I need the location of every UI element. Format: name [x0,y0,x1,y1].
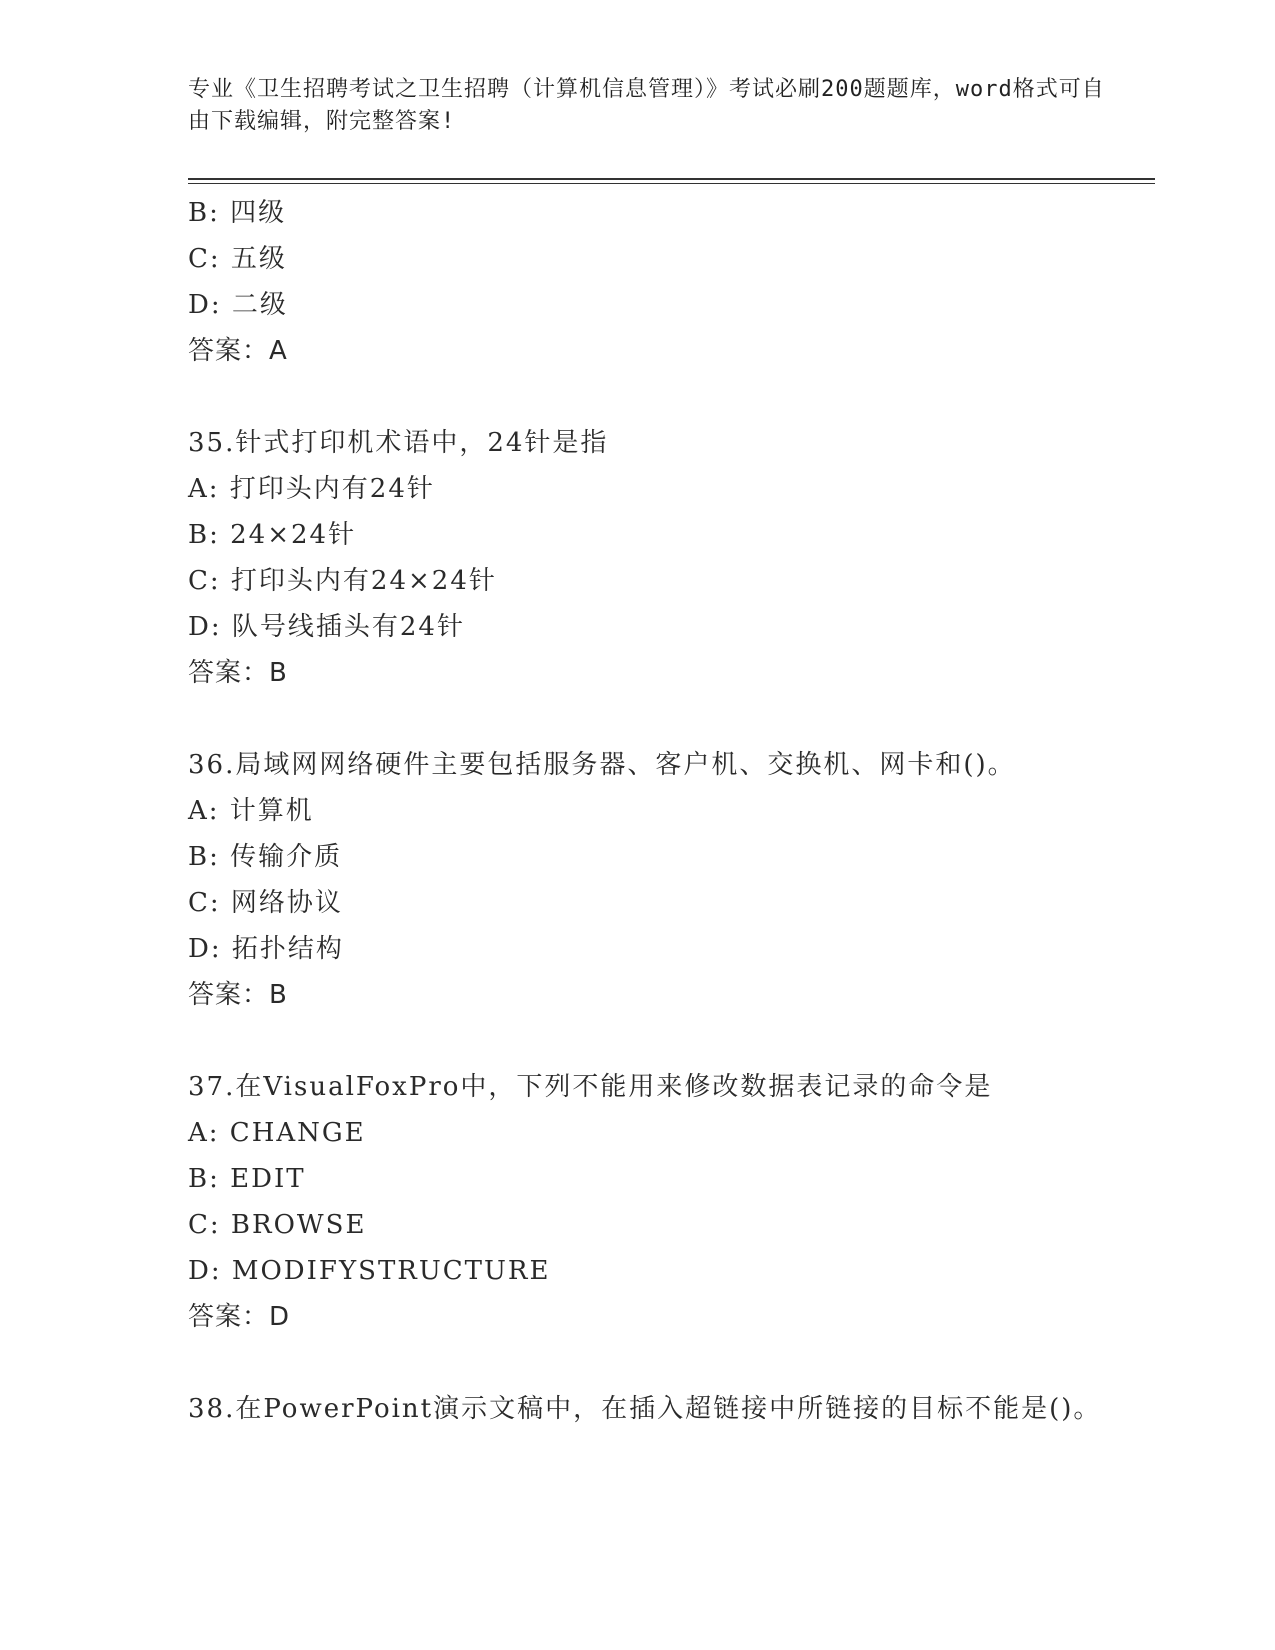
spacer [188,1340,1148,1386]
header-divider [188,178,1155,184]
answer: 答案：B [188,980,288,1010]
question-34-remainder [188,190,1148,374]
question-text: 36.局域网网络硬件主要包括服务器、客户机、交换机、网卡和()。 [188,750,1016,780]
spacer [188,1018,1148,1064]
question-content [188,190,1148,1432]
option-c: C: BROWSE [188,1210,367,1240]
option-a: A: CHANGE [188,1118,366,1148]
option-c: C: 打印头内有24×24针 [188,566,497,596]
answer: 答案：B [188,658,288,688]
spacer [188,374,1148,420]
option-a: A: 打印头内有24针 [188,474,435,504]
question-text: 35.针式打印机术语中，24针是指 [188,428,609,458]
answer: 答案：D [188,1302,291,1332]
option-a: A: 计算机 [188,796,314,826]
question-36 [188,742,1148,1018]
document-header: 专业《卫生招聘考试之卫生招聘（计算机信息管理）》考试必刷200题题库，word格式可自由下载编辑，附完整答案! [188,77,1105,134]
option-d: D: 二级 [188,290,288,320]
question-text: 38.在PowerPoint演示文稿中，在插入超链接中所链接的目标不能是()。 [188,1394,1102,1424]
option-d: D: MODIFYSTRUCTURE [188,1256,551,1286]
option-b: B: 四级 [188,198,287,228]
option-d: D: 队号线插头有24针 [188,612,465,642]
option-c: C: 网络协议 [188,888,343,918]
option-b: B: EDIT [188,1164,306,1194]
question-38 [188,1386,1148,1432]
option-b: B: 传输介质 [188,842,343,872]
option-b: B: 24×24针 [188,520,357,550]
option-d: D: 拓扑结构 [188,934,344,964]
answer: 答案：A [188,336,288,366]
question-37 [188,1064,1148,1340]
question-35 [188,420,1148,696]
question-text: 37.在VisualFoxPro中，下列不能用来修改数据表记录的命令是 [188,1072,993,1102]
spacer [188,696,1148,742]
option-c: C: 五级 [188,244,287,274]
